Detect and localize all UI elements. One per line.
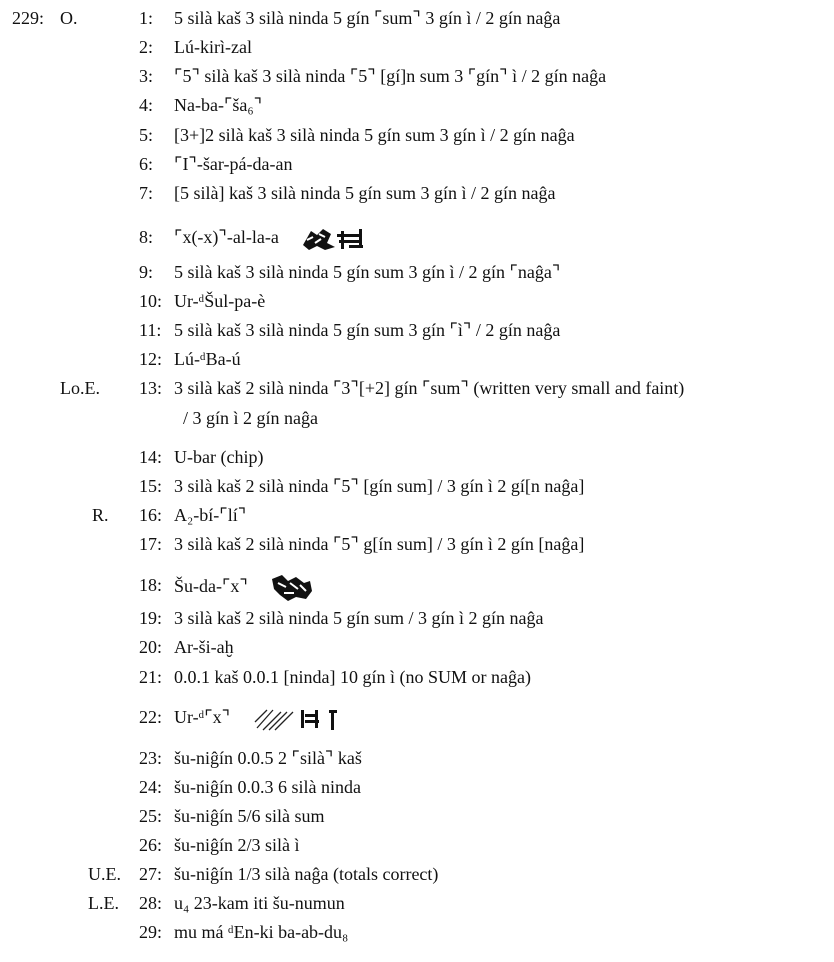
line-text: Šu-da-⌜x⌝ [174, 576, 248, 597]
line-text: 5 silà kaš 3 silà ninda 5 gín ⌜sum⌝ 3 gín ì / 2 gín naĝa [174, 8, 561, 28]
line-text: mu má ᵈEn-ki ba-ab-du₈ [174, 922, 349, 942]
line-number: 15: [139, 476, 163, 496]
line-number: 6: [139, 154, 154, 174]
line-number: 28: [139, 893, 163, 913]
line-number: 24: [139, 777, 163, 797]
line-number: 23: [139, 748, 163, 768]
line-number: 10: [139, 291, 163, 311]
line-text: šu-niĝín 0.0.3 6 silà ninda [174, 777, 361, 797]
line-text: [5 silà] kaš 3 silà ninda 5 gín sum 3 gín ì / 2 gín naĝa [174, 183, 556, 203]
section-label: R. [92, 505, 109, 525]
line-text: 3 silà kaš 2 silà ninda ⌜3⌝[+2] gín ⌜sum⌝ (written very small and faint) [174, 378, 685, 398]
line-number: 19: [139, 608, 163, 628]
line-text: ⌜5⌝ silà kaš 3 silà ninda ⌜5⌝ [gí]n sum 3 ⌜gín⌝ ì / 2 gín naĝa [174, 66, 607, 86]
line-number: 14: [139, 447, 163, 467]
line-text: Lú-kirì-zal [174, 37, 252, 57]
line-text: U-bar (chip) [174, 447, 264, 467]
line-text: šu-niĝín 1/3 silà naĝa (totals correct) [174, 864, 439, 884]
line-number: 20: [139, 637, 163, 657]
line-text: 3 silà kaš 2 silà ninda ⌜5⌝ g[ín sum] / 3 gín ì 2 gín [naĝa] [174, 534, 585, 554]
line-text: Na-ba-⌜ša₆⌝ [174, 95, 263, 115]
line-number: 1: [139, 8, 154, 28]
line-number: 21: [139, 667, 163, 687]
section-label: U.E. [88, 864, 121, 884]
line-text: šu-niĝín 2/3 silà ì [174, 835, 300, 855]
line-number: 29: [139, 922, 163, 942]
line-number: 18: [139, 575, 163, 595]
line-number: 26: [139, 835, 163, 855]
line-number: 12: [139, 349, 163, 369]
line-number: 4: [139, 95, 154, 115]
line-text: Lú-ᵈBa-ú [174, 349, 241, 369]
cuneiform-sign-drawing [301, 225, 373, 253]
line-text: ⌜I⌝-šar-pá-da-an [174, 154, 293, 174]
line-text: [3+]2 silà kaš 3 silà ninda 5 gín sum 3 gín ì / 2 gín naĝa [174, 125, 575, 145]
line-text: šu-niĝín 0.0.5 2 ⌜silà⌝ kaš [174, 748, 362, 768]
line-text: Ur-ᵈŠul-pa-è [174, 291, 266, 311]
line-number: 5: [139, 125, 154, 145]
line-number: 7: [139, 183, 154, 203]
line-number: 3: [139, 66, 154, 86]
line-text: A₂-bí-⌜lí⌝ [174, 505, 247, 525]
line-text: 5 silà kaš 3 silà ninda 5 gín sum 3 gín ì / 2 gín ⌜naĝa⌝ [174, 262, 561, 282]
line-text: Ur-ᵈ⌜x⌝ [174, 707, 231, 727]
line-number: 13: [139, 378, 163, 398]
line-number: 17: [139, 534, 163, 554]
line-text: 3 silà kaš 2 silà ninda ⌜5⌝ [gín sum] / 3 gín ì 2 gí[n naĝa] [174, 476, 585, 496]
section-label: L.E. [88, 893, 119, 913]
section-label: O. [60, 8, 78, 28]
entry-number: 229: [12, 8, 45, 28]
line-text: ⌜x(-x)⌝-al-la-a [174, 227, 279, 248]
line-text: / 3 gín ì 2 gín naĝa [183, 408, 318, 428]
line-text: 3 silà kaš 2 silà ninda 5 gín sum / 3 gín ì 2 gín naĝa [174, 608, 544, 628]
line-number: 8: [139, 227, 154, 247]
section-label: Lo.E. [60, 378, 100, 398]
line-text: 5 silà kaš 3 silà ninda 5 gín sum 3 gín ⌜ì⌝ / 2 gín naĝa [174, 320, 561, 340]
line-text: 0.0.1 kaš 0.0.1 [ninda] 10 gín ì (no SUM or naĝa) [174, 667, 531, 687]
line-number: 16: [139, 505, 163, 525]
cuneiform-sign-drawing [270, 573, 314, 603]
line-text: u₄ 23-kam iti šu-numun [174, 893, 345, 913]
line-number: 2: [139, 37, 154, 57]
line-number: 25: [139, 806, 163, 826]
line-number: 11: [139, 320, 162, 340]
line-number: 27: [139, 864, 163, 884]
line-number: 22: [139, 707, 163, 727]
line-text: Ar-ši-aḫ [174, 637, 234, 657]
line-number: 9: [139, 262, 154, 282]
line-text: šu-niĝín 5/6 silà sum [174, 806, 325, 826]
cuneiform-sign-drawing [253, 706, 343, 732]
